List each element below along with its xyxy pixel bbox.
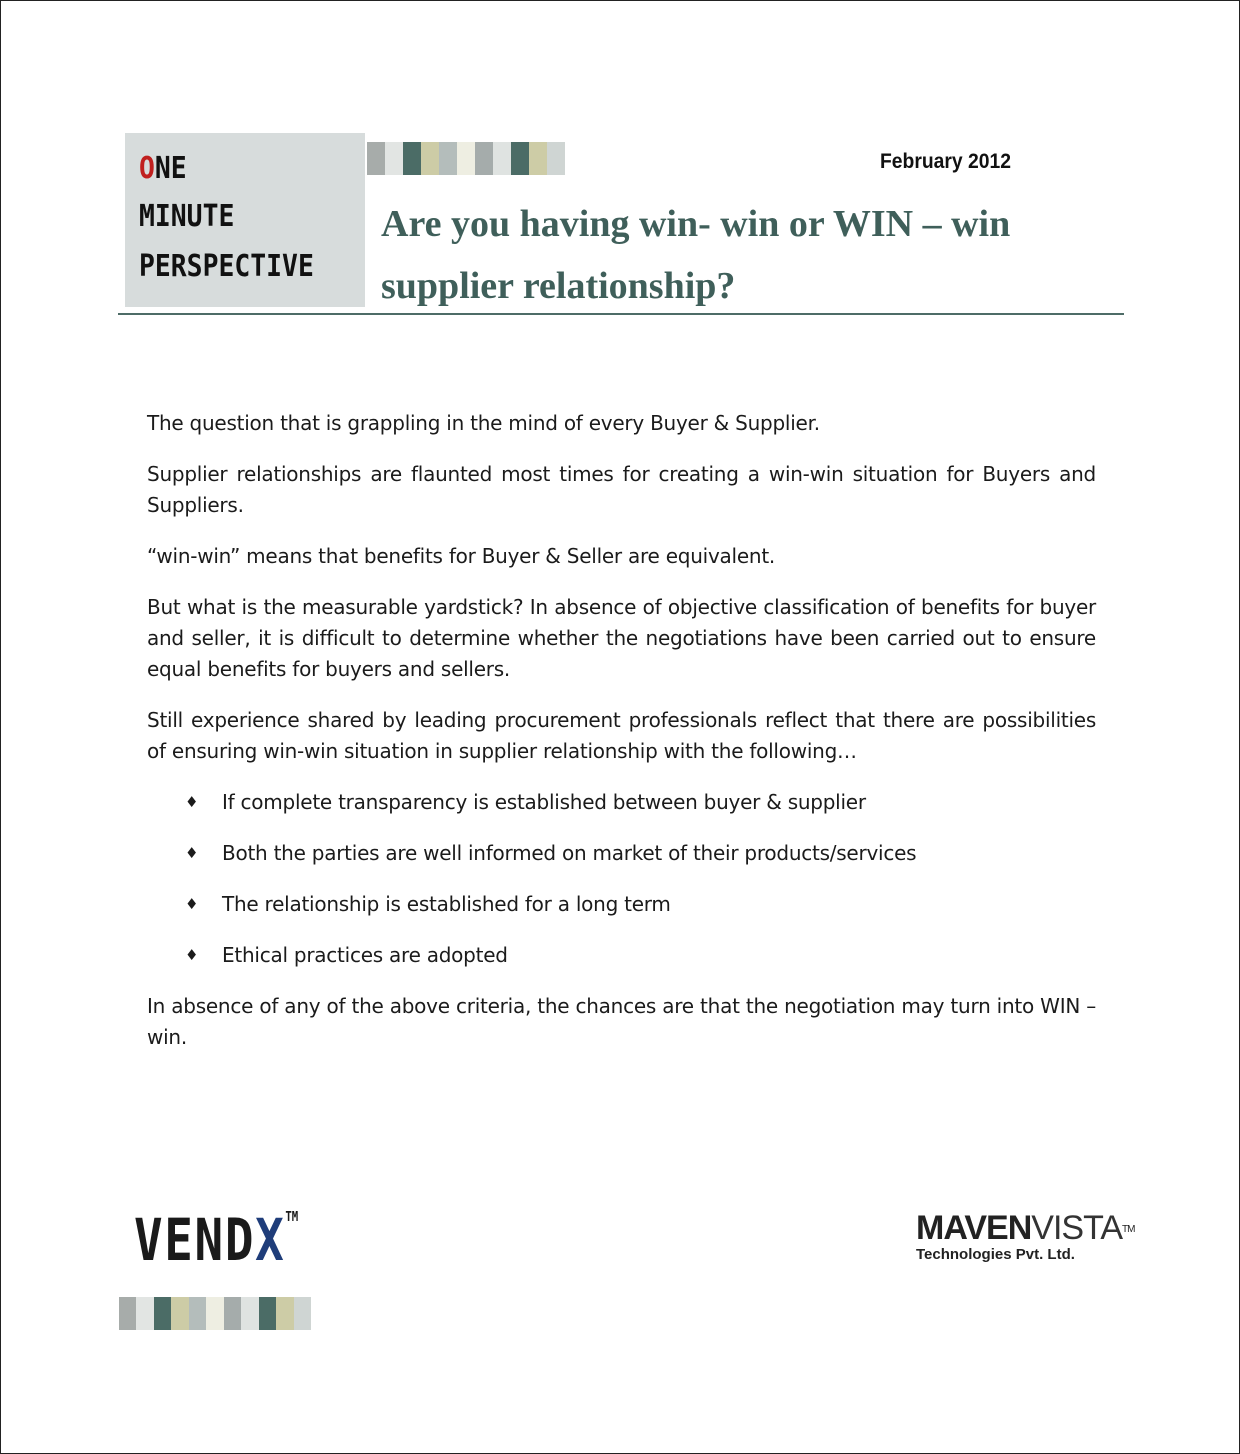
list-item-text: The relationship is established for a long term [222, 892, 671, 916]
vendx-logo-x: X [255, 1206, 286, 1274]
mavenvista-light: VISTA [1031, 1209, 1122, 1247]
paragraph-1: The question that is grappling in the mind of every Buyer & Supplier. [147, 411, 820, 435]
stripe-block [529, 142, 547, 175]
issue-date: February 2012 [880, 150, 1012, 173]
paragraph-6: In absence of any of the above criteria, the chances are that the negotiation may turn into WIN – win. [147, 994, 1096, 1049]
vendx-logo-text: VEND [134, 1206, 256, 1274]
list-item-text: Ethical practices are adopted [222, 943, 508, 967]
paragraph-5: Still experience shared by leading procurement professionals reflect that there are possibilities of ensuring win-win situation in supplier relationship with the following… [147, 708, 1096, 763]
mavenvista-trademark: TM [1122, 1224, 1135, 1235]
stripe-block [547, 142, 565, 175]
mavenvista-company-name: Technologies Pvt. Ltd. [916, 1246, 1075, 1263]
stripe-block [294, 1297, 311, 1330]
series-label-line-1 [139, 151, 187, 186]
series-line1-rest: NE [154, 151, 187, 186]
list-item-text: Both the parties are well informed on market of their products/services [222, 841, 917, 865]
stripe-block [276, 1297, 293, 1330]
stripe-block [119, 1297, 136, 1330]
stripe-block [403, 142, 421, 175]
stripe-block [189, 1297, 206, 1330]
diamond-bullet-icon: ♦ [185, 946, 199, 964]
list-item [147, 889, 1096, 920]
paragraph-3: “win-win” means that benefits for Buyer & Seller are equivalent. [147, 544, 776, 568]
series-label-line-2: MINUTE [139, 199, 235, 234]
stripe-block [439, 142, 457, 175]
header-divider [118, 313, 1124, 315]
mavenvista-logo [916, 1210, 1134, 1263]
stripe-block [136, 1297, 153, 1330]
list-item [147, 787, 1096, 818]
article-body [147, 408, 1096, 1073]
stripe-block [171, 1297, 188, 1330]
paragraph-2: Supplier relationships are flaunted most times for creating a win-win situation for Buyers and Suppliers. [147, 462, 1096, 517]
vendx-trademark: TM [285, 1210, 299, 1225]
stripe-block [154, 1297, 171, 1330]
series-label-box [125, 133, 365, 307]
stripe-block [367, 142, 385, 175]
diamond-bullet-icon: ♦ [185, 793, 199, 811]
stripe-block [511, 142, 529, 175]
stripe-block [224, 1297, 241, 1330]
series-label-line-3: PERSPECTIVE [139, 249, 314, 284]
decorative-stripe-bottom [119, 1297, 311, 1330]
stripe-block [206, 1297, 223, 1330]
stripe-block [457, 142, 475, 175]
page-title: Are you having win- win or WIN – win supplier relationship? [381, 203, 1011, 307]
stripe-block [493, 142, 511, 175]
criteria-list [147, 787, 1096, 971]
stripe-block [475, 142, 493, 175]
series-first-letter: O [139, 151, 155, 186]
stripe-block [421, 142, 439, 175]
list-item [147, 940, 1096, 971]
mavenvista-wordmark [916, 1210, 1134, 1246]
diamond-bullet-icon: ♦ [185, 844, 199, 862]
stripe-block [385, 142, 403, 175]
stripe-block [241, 1297, 258, 1330]
paragraph-4: But what is the measurable yardstick? In absence of objective classification of benefits for buyer and seller, it is difficult to determine whether the negotiations have been carried out to ensure equal benefits for buyers and sellers. [147, 595, 1096, 681]
list-item [147, 838, 1096, 869]
mavenvista-bold: MAVEN [916, 1209, 1032, 1247]
diamond-bullet-icon: ♦ [185, 895, 199, 913]
vendx-logo [134, 1206, 298, 1274]
decorative-stripe-top [367, 142, 565, 175]
list-item-text: If complete transparency is established between buyer & supplier [222, 790, 866, 814]
stripe-block [259, 1297, 276, 1330]
